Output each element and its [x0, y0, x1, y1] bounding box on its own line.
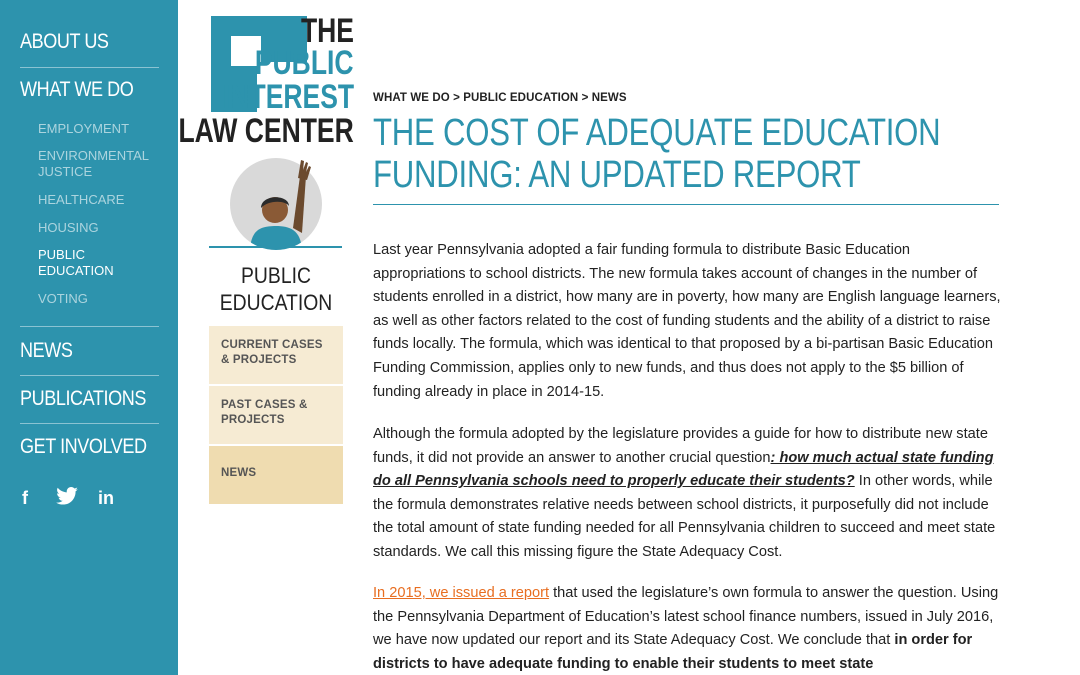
nav-about-us[interactable]: ABOUT US [20, 30, 109, 53]
nav-divider [20, 67, 159, 68]
logo-word-the: THE [300, 12, 354, 50]
nav-divider [20, 375, 159, 376]
nav-news[interactable]: NEWS [20, 339, 73, 362]
sidebar-item-voting[interactable]: VOTING [38, 291, 88, 306]
section-title-line2: EDUCATION [219, 290, 333, 315]
raised-hand-illustration [230, 158, 322, 250]
logo-word-interest: INTEREST [222, 78, 354, 116]
sidebar-item-healthcare[interactable]: HEALTHCARE [38, 192, 125, 207]
report-link[interactable]: In 2015, we issued a report [373, 585, 550, 601]
linkedin-icon[interactable]: in [98, 488, 114, 508]
section-title [217, 262, 335, 316]
page-title: THE COST OF ADEQUATE EDUCATION FUNDING: AN UPDATED REPORT [373, 112, 941, 196]
paragraph-text: Although the formula adopted by the legislature provides a guide for how to distribute new state funds, it did not provide an answer to another crucial question [373, 426, 988, 466]
nav-publications[interactable]: PUBLICATIONS [20, 387, 146, 410]
logo-word-law-center: LAW CENTER [178, 112, 354, 150]
logo-word-public: PUBLIC [255, 44, 354, 82]
twitter-icon[interactable] [56, 487, 78, 510]
paragraph-text: In other words, while the formula demonstrates relative needs between school districts, it purposefully did not include the total amount of state funding needed for all Pennsylvania children to succeed and meet state standards. We call this missing figure the State Adequacy Cost. [373, 473, 996, 560]
section-title-line1: PUBLIC [241, 263, 311, 288]
breadcrumb[interactable]: WHAT WE DO > PUBLIC EDUCATION > NEWS [373, 92, 627, 104]
facebook-icon[interactable]: f [22, 488, 28, 508]
article-paragraph-1: Last year Pennsylvania adopted a fair funding formula to distribute Basic Education appropriations to school districts. The new formula takes account of changes in the number of students enrolled in a district, how many are in poverty, how many are English language learners, as well as other factors related to the cost of funding students and the ability of a district to raise funds locally. The formula, which was identical to that proposed by a bi-partisan Basic Education Funding Commission, applies only to new funds, and thus does not apply to the $5 billion of funding already in place in 2014-15. [373, 242, 1001, 400]
nav-divider [20, 423, 159, 424]
title-divider [373, 204, 999, 205]
sidebar-item-housing[interactable]: HOUSING [38, 220, 99, 235]
section-title-rule [209, 246, 342, 248]
nav-divider [20, 326, 159, 327]
nav-what-we-do[interactable]: WHAT WE DO [20, 78, 134, 101]
paragraph-bold-text: in order for districts to have adequate funding to enable their students to meet state [373, 632, 973, 672]
side-link-current-cases[interactable]: CURRENT CASES & PROJECTS [209, 326, 343, 384]
sidebar-item-employment[interactable]: EMPLOYMENT [38, 121, 130, 136]
sidebar-nav [0, 0, 178, 675]
key-question: : how much actual state funding do all Pennsylvania schools need to properly educate their students? [373, 449, 994, 490]
sidebar-item-environmental-justice[interactable]: ENVIRONMENTAL JUSTICE [38, 148, 149, 179]
paragraph-text: that used the legislature’s own formula to answer the question. Using the Pennsylvania Department of Education’s latest school finance numbers, issued in July 2016, we have now updated our report and its State Adequacy Cost. We conclude that [373, 585, 999, 649]
nav-get-involved[interactable]: GET INVOLVED [20, 435, 147, 458]
article-paragraph-2 [373, 423, 1003, 565]
article-paragraph-3 [373, 582, 1003, 675]
side-link-news[interactable]: NEWS [209, 446, 343, 504]
sidebar-item-public-education[interactable]: PUBLIC EDUCATION [38, 247, 114, 278]
side-link-past-cases[interactable]: PAST CASES & PROJECTS [209, 386, 343, 444]
plc-logo[interactable] [178, 12, 354, 150]
